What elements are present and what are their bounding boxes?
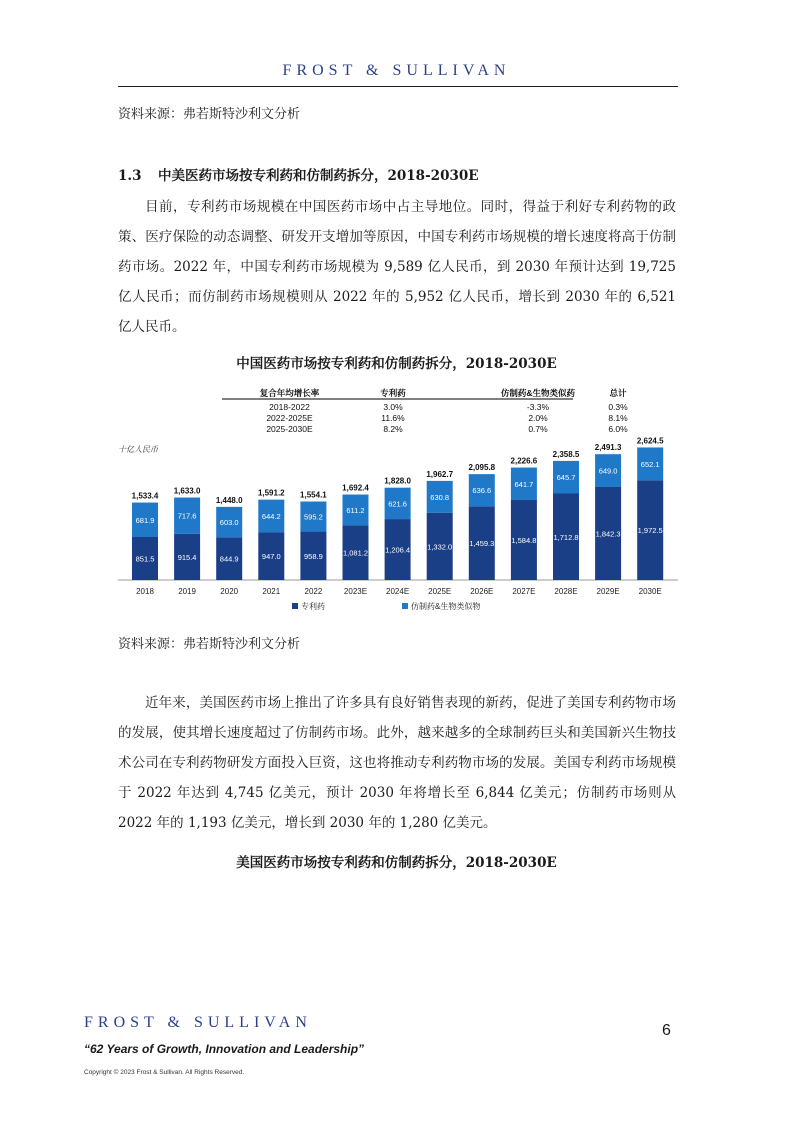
data-label-patent: 915.4 (177, 552, 197, 562)
cagr-cell: 11.6% (381, 413, 405, 423)
x-tick-label: 2021 (262, 587, 281, 596)
cagr-cell: -3.3% (526, 402, 550, 412)
cagr-cell: 8.1% (608, 413, 628, 423)
data-label-patent: 958.9 (304, 551, 323, 561)
data-label-generic: 636.6 (472, 486, 492, 496)
header-divider (118, 86, 678, 87)
data-label-generic: 649.0 (598, 466, 618, 476)
data-label-patent: 1,206.4 (385, 545, 411, 555)
cagr-cell: 0.7% (528, 424, 548, 434)
x-tick-label: 2029E (596, 587, 620, 596)
paragraph-china-market: 目前，专利药市场规模在中国医药市场中占主导地位。同时，得益于利好专利药物的政策、医疗保险的动态调整、研发开支增加等原因，中国专利药市场规模的增长速度将高于仿制药市场。2022 年，中国专利药市场规模为 9,589 亿人民币，到 2030 年预计达到 19,725 亿人民币；而仿制药市场规模则从 2022 年的 5,952 亿人民币，增长到 2030 年的 6,521 亿人民币。 (118, 199, 676, 335)
data-label-generic: 681.9 (135, 515, 155, 525)
legend-swatch (402, 603, 408, 609)
cagr-cell: 0.3% (608, 402, 628, 412)
total-label: 2,491.3 (594, 443, 622, 453)
legend-swatch (292, 603, 298, 609)
data-label-patent: 1,459.3 (469, 539, 495, 549)
section-heading (118, 164, 479, 184)
data-label-generic: 652.1 (640, 459, 660, 469)
total-label: 2,095.8 (468, 463, 496, 473)
figure-title-us: 美国医药市场按专利药和仿制药拆分，2018-2030E (236, 855, 557, 871)
data-label-patent: 1,972.5 (637, 526, 663, 536)
total-label: 1,962.7 (426, 469, 454, 479)
total-label: 2,624.5 (636, 436, 664, 446)
data-label-generic: 644.2 (261, 511, 281, 521)
header-brand-logo: FROST & SULLIVAN (282, 62, 511, 79)
data-label-generic: 611.2 (346, 505, 365, 515)
legend-label: 专利药 (301, 602, 325, 611)
data-label-generic: 645.7 (556, 473, 576, 483)
cagr-header: 仿制药&生物类似药 (500, 388, 576, 398)
cagr-cell: 2018-2022 (269, 402, 310, 412)
total-label: 1,591.2 (257, 488, 285, 498)
china-market-chart (118, 380, 678, 630)
cagr-cell: 2.0% (528, 413, 548, 423)
total-label: 1,533.4 (131, 491, 159, 501)
x-tick-label: 2027E (512, 587, 536, 596)
cagr-cell: 2022-2025E (266, 413, 313, 423)
cagr-cell: 6.0% (608, 424, 628, 434)
total-label: 1,828.0 (384, 476, 411, 486)
unit-label: 十亿人民币 (118, 445, 158, 454)
data-label-generic: 630.8 (430, 492, 450, 502)
cagr-header: 复合年均增长率 (259, 388, 320, 398)
x-tick-label: 2022 (304, 587, 323, 596)
section-title: 中美医药市场按专利药和仿制药拆分，2018-2030E (158, 168, 479, 184)
data-label-patent: 1,332.0 (427, 542, 453, 552)
data-label-patent: 947.0 (261, 552, 281, 562)
x-tick-label: 2030E (638, 587, 662, 596)
total-label: 1,692.4 (342, 483, 369, 493)
cagr-header: 专利药 (380, 388, 406, 398)
data-label-patent: 1,584.8 (511, 535, 537, 545)
data-label-generic: 603.0 (219, 518, 239, 528)
data-label-patent: 1,842.3 (595, 529, 621, 539)
total-label: 1,554.1 (300, 490, 327, 500)
data-label-generic: 641.7 (514, 479, 534, 489)
figure-title-china: 中国医药市场按专利药和仿制药拆分，2018-2030E (236, 356, 557, 372)
paragraph-us-market: 近年来，美国医药市场上推出了许多具有良好销售表现的新药，促进了美国专利药物市场的发展，使其增长速度超过了仿制药市场。此外，越来越多的全球制药巨头和美国新兴生物技术公司在专利药物研发方面投入巨资，这也将推动专利药物市场的发展。美国专利药市场规模于 2022 年达到 4,745 亿美元，预计 2030 年将增长至 6,844 亿美元；仿制药市场则从 2022 年的 1,193 亿美元，增长到 2030 年的 1,280 亿美元。 (118, 695, 676, 831)
cagr-cell: 3.0% (383, 402, 403, 412)
source-note-top: 资料来源：弗若斯特沙利文分析 (118, 107, 301, 122)
data-label-generic: 621.6 (388, 499, 407, 509)
data-label-generic: 717.6 (177, 511, 197, 521)
source-note-mid: 资料来源：弗若斯特沙利文分析 (118, 637, 301, 652)
total-label: 1,448.0 (215, 495, 243, 505)
footer-brand-logo: FROST & SULLIVAN (84, 1014, 312, 1031)
section-number: 1.3 (118, 168, 142, 184)
cagr-cell: 2025-2030E (266, 424, 313, 434)
total-label: 2,358.5 (552, 449, 580, 459)
page-number: 6 (662, 1022, 671, 1039)
x-tick-label: 2018 (136, 587, 154, 596)
x-tick-label: 2026E (470, 587, 494, 596)
x-tick-label: 2024E (386, 587, 410, 596)
data-label-patent: 844.9 (219, 554, 239, 564)
cagr-cell: 8.2% (383, 424, 403, 434)
data-label-generic: 595.2 (304, 512, 323, 522)
data-label-patent: 1,081.2 (342, 548, 369, 558)
legend-label: 仿制药&生物类似物 (411, 602, 481, 611)
footer-tagline: “62 Years of Growth, Innovation and Leadership” (84, 1042, 365, 1056)
x-tick-label: 2020 (220, 587, 239, 596)
x-tick-label: 2023E (343, 587, 368, 596)
data-label-patent: 1,712.8 (553, 532, 579, 542)
total-label: 2,226.6 (510, 456, 538, 466)
cagr-header: 总计 (609, 388, 627, 398)
footer-copyright: Copyright © 2023 Frost & Sullivan. All Rights Reserved. (84, 1069, 245, 1076)
x-tick-label: 2025E (428, 587, 452, 596)
total-label: 1,633.0 (173, 486, 201, 496)
data-label-patent: 851.5 (135, 554, 155, 564)
x-tick-label: 2019 (178, 587, 196, 596)
x-tick-label: 2028E (554, 587, 578, 596)
